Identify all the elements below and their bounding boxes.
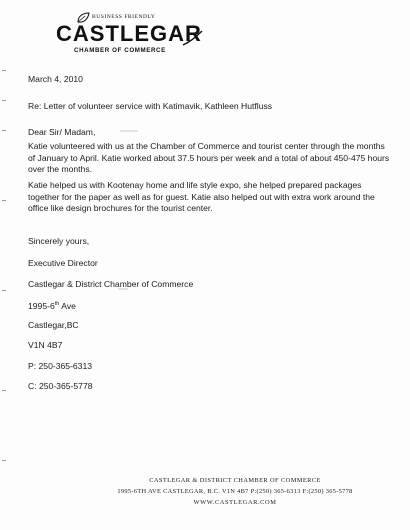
letter-organization: Castlegar & District Chamber of Commerce <box>28 279 194 289</box>
letter-salutation: Dear Sir/ Madam, <box>28 127 96 137</box>
letterhead-logo <box>48 10 208 62</box>
letter-phone: P: 250-365-6313 <box>28 361 93 371</box>
letter-paragraph-1: Katie volunteered with us at the Chamber of Commerce and tourist center through the months of January to April. Katie worked about 37.5 hours per week and a total of about 450-475 hours over the months. <box>28 141 390 175</box>
letterhead-subbrand: CHAMBER OF COMMERCE <box>74 47 166 54</box>
letterhead-brand: CASTLEGAR <box>56 21 202 46</box>
footer-website: WWW.CASTLEGAR.COM <box>193 499 277 506</box>
scan-smudge <box>120 130 138 132</box>
letter-signer-title: Executive Director <box>28 258 98 268</box>
letter-city: Castlegar,BC <box>28 320 79 330</box>
letter-paragraph-2: Katie helped us with Kootenay home and life style expo, she helped prepared packages together for the paper as well as for guest. Katie also helped out with extra work around the office like design brochures for the tourist center. <box>28 180 375 214</box>
letter-date: March 4, 2010 <box>28 74 83 84</box>
letterhead-tagline: BUSINESS FRIENDLY <box>92 14 156 20</box>
letter-subject: Re: Letter of volunteer service with Katimavik, Kathleen Hutfluss <box>28 101 273 111</box>
footer-organization: CASTLEGAR & DISTRICT CHAMBER OF COMMERCE <box>149 477 321 484</box>
letter-street-address: 1995-6th Ave <box>28 300 76 311</box>
letter-closing: Sincerely yours, <box>28 236 90 246</box>
footer-address: 1995-6TH AVE CASTLEGAR, B.C. V1N 4B7 P:(250) 365-6313 F:(250) 365-5778 <box>117 488 353 495</box>
letter-cell: C: 250-365-5778 <box>28 381 93 391</box>
swoosh-icon <box>182 29 204 47</box>
margin-scan-marks <box>2 60 8 480</box>
letter-postal-code: V1N 4B7 <box>28 340 63 350</box>
